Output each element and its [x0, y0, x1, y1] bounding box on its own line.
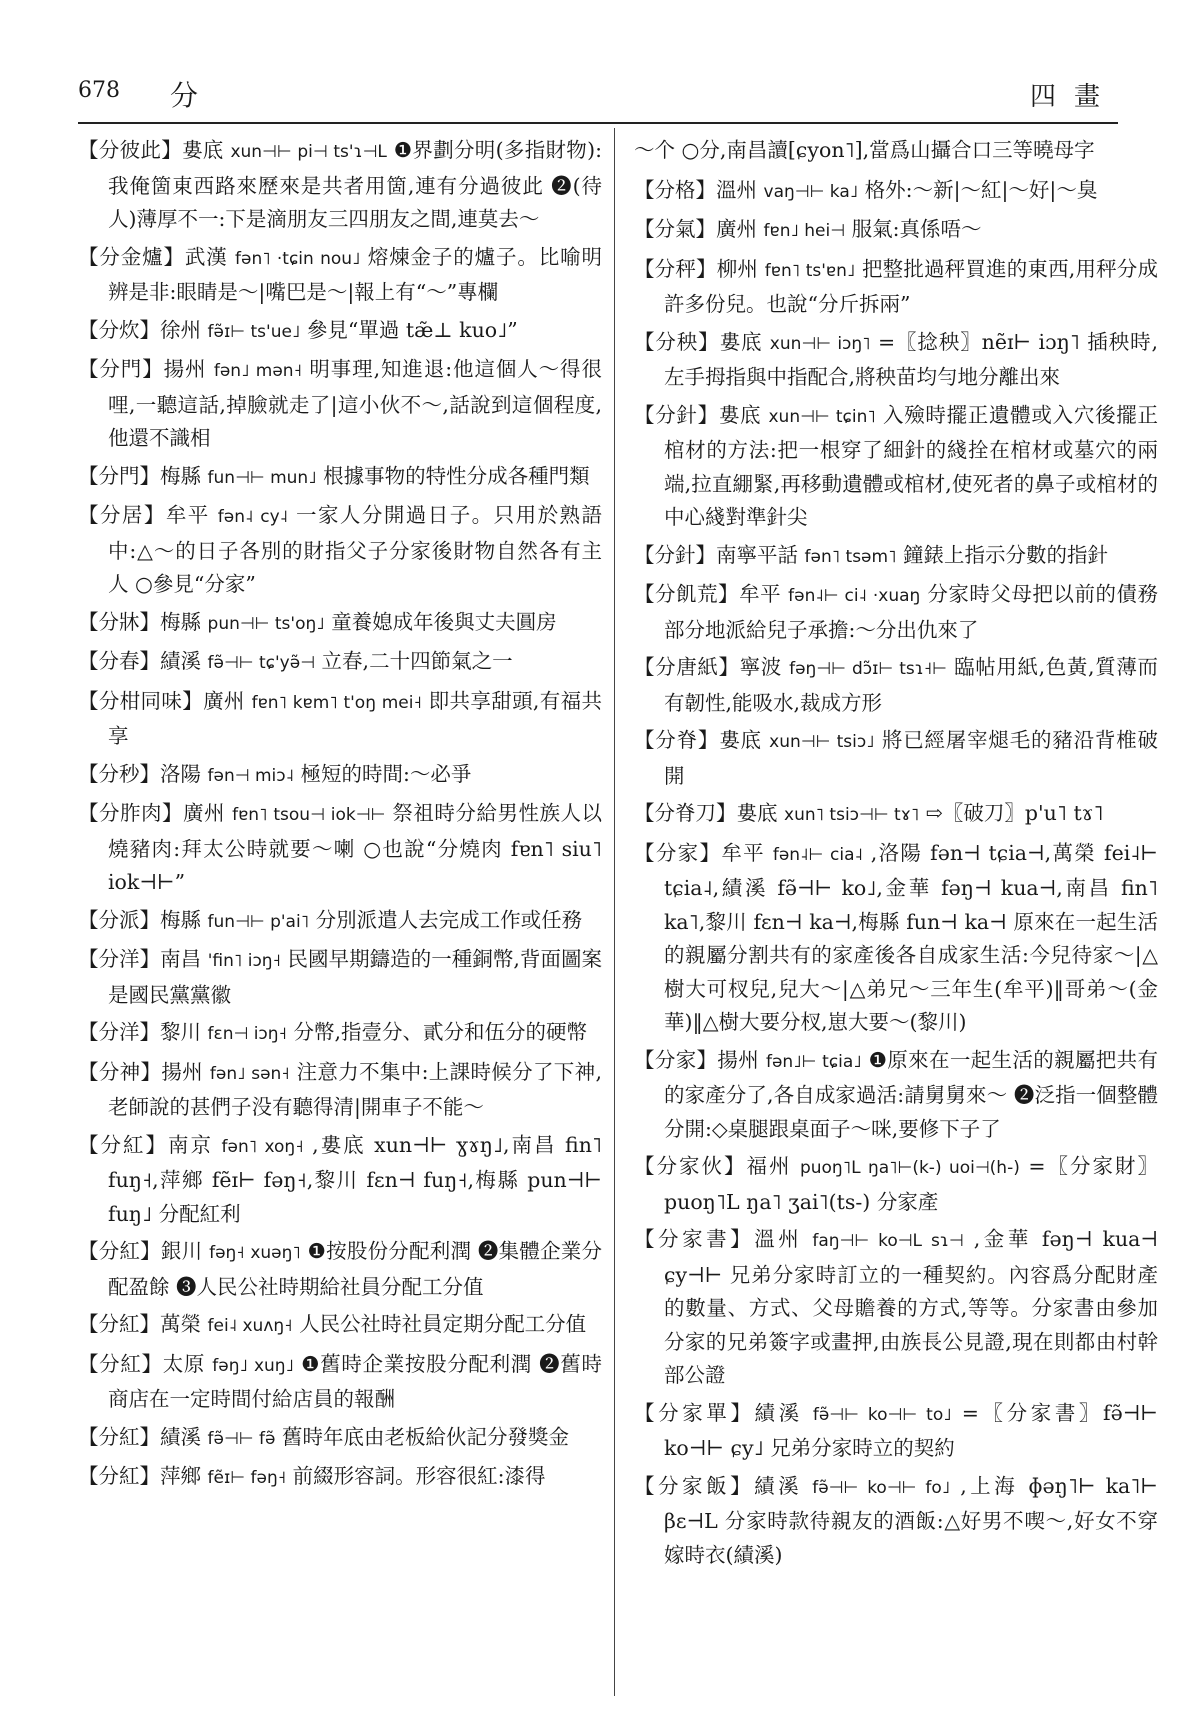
phonetic-transcription: fən˥ ·tɕin nou˩ — [235, 248, 361, 269]
dialect-location: 黎川 — [160, 1020, 201, 1044]
dictionary-entry — [78, 685, 602, 754]
definition: 祭祖時分給男性族人以燒豬肉:拜太公時就要～喇 ○也說“分燒肉 fɐn˥ siu˥ iok⊣⊢” — [108, 801, 602, 894]
phonetic-transcription: fɐn˥ ts'ɐn˩ — [764, 260, 856, 281]
headword: 【分紅】 — [78, 1424, 160, 1449]
headword: 【分家伙】 — [634, 1154, 747, 1178]
headword: 【分秧】 — [634, 329, 720, 354]
definition: 臨帖用紙,色黃,質薄而有韌性,能吸水,裁成方形 — [664, 655, 1158, 715]
phonetic-transcription: pun⊣⊢ ts'oŋ˩ — [207, 613, 325, 634]
dictionary-entry — [78, 1460, 602, 1496]
dialect-location: 績溪 — [160, 1424, 201, 1449]
dictionary-entry — [634, 1150, 1158, 1219]
phonetic-transcription: xun˥ tsiɔ⊣⊢ tɤ˥ — [784, 805, 920, 825]
headword: 【分脊】 — [634, 728, 720, 752]
headword: 【分金爐】 — [78, 244, 185, 269]
dialect-location: 太原 — [162, 1351, 206, 1376]
dictionary-entry — [78, 460, 602, 496]
definition: 把整批過秤買進的東西,用秤分成許多份兒。也說“分斤拆兩” — [664, 256, 1158, 316]
dialect-location: 揚州 — [163, 357, 207, 381]
definition: 注意力不集中:上課時候分了下神,老師說的甚們子没有聽得清|開車子不能～ — [108, 1059, 602, 1119]
dictionary-entry — [634, 1397, 1158, 1466]
dialect-location: 揚州 — [161, 1059, 204, 1084]
headword: 【分門】 — [78, 463, 160, 488]
definition: 民國早期鑄造的一種銅幣,背面圖案是國民黨黨徽 — [108, 947, 602, 1007]
phonetic-transcription: fɐn˥ tsou⊣ iok⊣⊢ — [232, 805, 386, 825]
dialect-location: 福州 — [746, 1154, 792, 1178]
headword: 【分紅】 — [78, 1239, 161, 1263]
dialect-location: 婁底 — [719, 728, 762, 752]
definition: ❶舊時企業按股分配利潤 ❷舊時商店在一定時間付給店員的報酬 — [108, 1351, 602, 1411]
phonetic-transcription: fɐn˩ hei⊣ — [763, 221, 846, 241]
dictionary-entry — [78, 499, 602, 602]
dialect-location: 廣州 — [203, 688, 245, 713]
head-character: 分 — [170, 79, 199, 112]
dictionary-entry — [78, 758, 602, 794]
phonetic-transcription: fən˩ mən˧ — [213, 361, 302, 381]
phonetic-transcription: xun⊣⊢ iɔŋ˥ — [769, 333, 871, 354]
definition: 分幣,指壹分、貳分和伍分的硬幣 — [293, 1020, 587, 1044]
headword: 【分家】 — [634, 840, 722, 865]
dialect-location: 梅縣 — [160, 907, 201, 932]
dictionary-entry — [634, 399, 1158, 535]
page-number: 678 — [78, 78, 120, 103]
dialect-location: 洛陽 — [160, 761, 201, 786]
headword: 【分居】 — [78, 503, 166, 527]
definition: 舊時年底由老板給伙記分發獎金 — [281, 1424, 569, 1449]
dictionary-entry — [78, 1129, 602, 1232]
headword: 【分脊刀】 — [634, 801, 737, 825]
headword: 【分紅】 — [78, 1351, 163, 1376]
dialect-location: 南寧平話 — [716, 542, 798, 567]
headword: 【分洋】 — [78, 947, 161, 971]
phonetic-transcription: fɛn⊣ iɔŋ˧ — [207, 1024, 287, 1044]
dictionary-entry — [78, 1421, 602, 1457]
phonetic-transcription: fən˨ cy˨ — [217, 507, 289, 527]
phonetic-transcription: fəŋ˧ xuəŋ˥ — [209, 1243, 301, 1263]
headword: 【分唐紙】 — [634, 655, 740, 679]
dictionary-entry — [634, 174, 1158, 210]
headword: 【分春】 — [78, 649, 160, 673]
phonetic-transcription: xun⊣⊢ tɕin˥ — [768, 406, 876, 427]
header-rule — [78, 122, 1118, 124]
definition: =〖捻秧〗nẽɪ⊢ iɔŋ˥ 插秧時,左手拇指與中指配合,將秧苗均勻地分離出來 — [664, 329, 1158, 389]
definition: 一家人分開過日子。只用於熟語中:△～的日子各別的財指父子分家後財物自然各有主人 ○參見“分家” — [108, 503, 602, 596]
dictionary-entry — [78, 1348, 602, 1417]
dictionary-entry — [78, 645, 602, 681]
phonetic-transcription: fən˨⊢ cia˨ — [772, 844, 863, 865]
phonetic-transcription: fə̃⊣⊢ ko⊣⊢ fo˩ — [812, 1477, 951, 1498]
headword: 【分神】 — [78, 1059, 162, 1084]
dictionary-entry — [78, 904, 602, 940]
dictionary-entry — [78, 1235, 602, 1304]
definition: ～个 ○分,南昌讀[ɕyon˥],當爲山攝合口三等曉母字 — [634, 138, 1095, 162]
phonetic-transcription: fən˩⊢ tɕia˩ — [765, 1051, 862, 1072]
headword: 【分門】 — [78, 357, 164, 381]
dialect-location: 徐州 — [160, 317, 201, 342]
headword: 【分彼此】 — [78, 138, 182, 162]
definition: 即共享甜頭,有福共享 — [108, 688, 602, 748]
dialect-location: 績溪 — [160, 649, 201, 673]
dictionary-entry — [78, 134, 602, 237]
phonetic-transcription: fə̃⊣⊢ tɕ'yə̃⊣ — [207, 653, 316, 673]
phonetic-transcription: fə̃⊣⊢ ko⊣⊢ to˩ — [812, 1404, 952, 1425]
dialect-location: 牟平 — [721, 840, 765, 865]
headword: 【分柑同味】 — [78, 688, 204, 713]
phonetic-transcription: fən˨⊢ ci˨ ·xuaŋ — [788, 586, 921, 606]
headword: 【分家飯】 — [634, 1473, 755, 1498]
definition: 服氣:真係唔～ — [851, 217, 982, 241]
phonetic-transcription: fən˥ xoŋ˧ — [221, 1136, 304, 1157]
definition: 格外:～新|～紅|～好|～臭 — [864, 177, 1098, 202]
definition: ,洛陽 fən⊣ tɕia⊣,萬榮 fei˨⊢ tɕia˨,績溪 fə̃⊣⊢ ko˩,金華 fəŋ⊣ kua⊣,南昌 fin˥ ka˥,黎川 fɛn⊣ ka⊣,梅縣 fun⊣ ka⊣ 原來在一起生活的親屬分割共有的家產後各自成家生活:今兒待家～|△樹大可杈兒,兒大～|△弟兄～三年生(牟平)‖哥弟～(金華)‖△樹大要分杈,崽大要～(黎川) — [664, 840, 1158, 1034]
dictionary-entry — [634, 213, 1158, 249]
left-column — [78, 134, 602, 1694]
definition: 分家時父母把以前的債務部分地派給兒子承擔:～分出仇來了 — [664, 582, 1158, 642]
headword: 【分家書】 — [634, 1227, 755, 1251]
headword: 【分家】 — [634, 1047, 718, 1072]
definition: 分別派遣人去完成工作或任務 — [315, 907, 583, 932]
dialect-location: 婁底 — [736, 801, 778, 825]
dialect-location: 萬榮 — [160, 1312, 201, 1336]
dialect-location: 南京 — [167, 1132, 213, 1157]
dialect-location: 武漢 — [184, 244, 228, 269]
dictionary-entry — [634, 724, 1158, 793]
phonetic-transcription: 'fin˥ iɔŋ˧ — [207, 951, 281, 971]
definition: ,金華 fəŋ⊣ kua⊣ ɕy⊣⊢ 兄弟分家時訂立的一種契約。內容爲分配財產的數量、方式、父母贍養的方式,等等。分家書由參加分家的兄弟簽字或畫押,由族長公見證,現在則都由村幹部公證 — [664, 1227, 1158, 1387]
definition: 人民公社時社員定期分配工分值 — [299, 1312, 587, 1336]
definition: 鐘錶上指示分數的指針 — [903, 542, 1108, 567]
phonetic-transcription: fei˨ xuʌŋ˧ — [207, 1316, 293, 1336]
headword: 【分洋】 — [78, 1020, 160, 1044]
dictionary-entry — [634, 651, 1158, 720]
dictionary-entry — [78, 241, 602, 310]
definition: 根據事物的特性分成各種門類 — [323, 463, 590, 488]
dictionary-entry — [634, 134, 1158, 170]
dictionary-entry — [634, 1044, 1158, 1147]
dictionary-entry — [634, 837, 1158, 1040]
headword: 【分紅】 — [78, 1312, 160, 1336]
dialect-location: 婁底 — [719, 329, 763, 354]
dictionary-entry — [78, 1056, 602, 1125]
headword: 【分派】 — [78, 907, 160, 932]
headword: 【分針】 — [634, 402, 719, 427]
definition: ❶原來在一起生活的親屬把共有的家產分了,各自成家過活:請舅舅來～ ❷泛指一個整體分開:◇桌腿跟桌面子～咪,要修下子了 — [664, 1047, 1158, 1141]
dialect-location: 梅縣 — [160, 609, 201, 634]
phonetic-transcription: fən⊣ miɔ˨ — [207, 765, 294, 786]
dialect-location: 婁底 — [182, 138, 224, 162]
headword: 【分家單】 — [634, 1400, 755, 1425]
dictionary-entry — [78, 1016, 602, 1052]
headword: 【分氣】 — [634, 217, 716, 241]
headword: 【分針】 — [634, 542, 716, 567]
phonetic-transcription: xun⊣⊢ tsiɔ˩ — [769, 732, 875, 752]
dictionary-entry — [634, 326, 1158, 395]
definition: ❶按股份分配利潤 ❷集體企業分配盈餘 ❸人民公社時期給社員分配工分值 — [108, 1239, 602, 1299]
headword: 【分秤】 — [634, 256, 717, 281]
definition: 將已經屠宰煺毛的豬沿背椎破開 — [664, 728, 1158, 788]
dictionary-entry — [634, 578, 1158, 647]
dialect-location: 廣州 — [716, 217, 757, 241]
phonetic-transcription: puoŋ˥L ŋa˥⊢(k-) uoi⊣(h-) — [799, 1158, 1020, 1178]
phonetic-transcription: fẽɪ⊢ fəŋ˧ — [207, 1468, 287, 1488]
phonetic-transcription: fə̃⊣⊢ fə̃ — [207, 1428, 276, 1449]
dictionary-entry — [78, 797, 602, 900]
dialect-location: 婁底 — [718, 402, 762, 427]
phonetic-transcription: vaŋ⊣⊢ ka˩ — [763, 181, 859, 202]
headword: 【分胙肉】 — [78, 801, 184, 825]
definition: 熔煉金子的爐子。比喻明辨是非:眼睛是～|嘴巴是～|報上有“～”專欄 — [108, 244, 602, 304]
dialect-location: 績溪 — [754, 1473, 803, 1498]
headword: 【分牀】 — [78, 609, 160, 634]
definition: =〖分家書〗fə̃⊣⊢ ko⊣⊢ ɕy˩ 兄弟分家時立的契約 — [664, 1400, 1158, 1460]
phonetic-transcription: fən˩ sən˧ — [209, 1063, 290, 1084]
phonetic-transcription: faŋ⊣⊢ ko⊣L sɿ⊣ — [812, 1231, 964, 1251]
dialect-location: 溫州 — [754, 1227, 803, 1251]
headword: 【分紅】 — [78, 1132, 168, 1157]
dictionary-entry — [78, 1308, 602, 1344]
dialect-location: 溫州 — [716, 177, 757, 202]
phonetic-transcription: fəŋ˩ xuŋ˩ — [212, 1355, 294, 1376]
dictionary-entry — [78, 314, 602, 350]
definition: =〖分家財〗puoŋ˥L ŋa˥ ʒai˥(ts-) 分家產 — [664, 1154, 1158, 1214]
dictionary-entry — [78, 943, 602, 1012]
definition: ⇨〖破刀〗p'u˥ tɤ˥ — [925, 801, 1104, 825]
dictionary-entry — [634, 1223, 1158, 1393]
headword: 【分秒】 — [78, 761, 160, 786]
page-header — [78, 78, 1118, 118]
dialect-location: 萍鄉 — [160, 1464, 201, 1488]
dialect-location: 南昌 — [160, 947, 202, 971]
definition: 入殮時擺正遺體或入穴後擺正棺材的方法:把一根穿了細針的綫拴在棺材或墓穴的兩端,拉直綳緊,再移動遺體或棺材,使死者的鼻子或棺材的中心綫對準針尖 — [664, 402, 1158, 529]
right-column — [634, 134, 1158, 1694]
definition: ,婁底 xun⊣⊢ ɣɤŋ˩,南昌 fin˥ fuŋ˧,萍鄉 fẽɪ⊢ fəŋ˧,黎川 fɛn⊣ fuŋ˧,梅縣 pun⊣⊢ fuŋ˩ 分配紅利 — [108, 1132, 602, 1226]
phonetic-transcription: fəŋ⊣⊢ dɔ̃ɪ⊢ tsɿ˧⊢ — [789, 659, 947, 679]
phonetic-transcription: fə̃ɪ⊢ ts'ue˩ — [207, 321, 301, 342]
headword: 【分飢荒】 — [634, 582, 740, 606]
definition: 明事理,知進退:他這個人～得很哩,一聽這話,掉臉就走了|這小伙不～,話說到這個程度,他還不識相 — [108, 357, 602, 450]
dialect-location: 牟平 — [739, 582, 782, 606]
definition: ❶界劃分明(多指財物):我俺箇東西路來歷來是共者用箇,連有分過彼此 ❷(待人)薄厚不一:下是滴朋友三四朋友之間,連莫去～ — [108, 138, 602, 231]
dictionary-entry — [634, 1470, 1158, 1573]
definition: 立春,二十四節氣之一 — [321, 649, 513, 673]
column-divider — [614, 128, 615, 1696]
dictionary-entry — [634, 253, 1158, 322]
dialect-location: 牟平 — [165, 503, 210, 527]
headword: 【分炊】 — [78, 317, 160, 342]
dictionary-entry — [634, 539, 1158, 575]
dialect-location: 廣州 — [183, 801, 226, 825]
definition: 童養媳成年後與丈夫圓房 — [331, 609, 557, 634]
dialect-location: 揚州 — [717, 1047, 760, 1072]
definition: ,上海 ɸəŋ˥⊢ ka˥⊢ βɛ⊣L 分家時款待親友的酒飯:△好男不喫～,好女不穿嫁時衣(績溪) — [664, 1473, 1158, 1567]
phonetic-transcription: fun⊣⊢ p'ai˥ — [207, 911, 310, 932]
dictionary-entry — [78, 606, 602, 642]
dialect-location: 梅縣 — [160, 463, 201, 488]
dictionary-entry — [634, 797, 1158, 833]
dialect-location: 寧波 — [739, 655, 782, 679]
dictionary-entry — [78, 353, 602, 456]
section-label: 四畫 — [1029, 82, 1118, 112]
headword: 【分格】 — [634, 177, 716, 202]
phonetic-transcription: fən˥ tsəm˥ — [804, 546, 897, 567]
phonetic-transcription: fun⊣⊢ mun˩ — [207, 467, 317, 488]
phonetic-transcription: fɐn˥ kɐm˥ t'oŋ mei˧ — [251, 692, 422, 713]
dialect-location: 銀川 — [160, 1239, 203, 1263]
phonetic-transcription: xun⊣⊢ pi⊣ ts'ɿ⊣L — [230, 142, 387, 162]
dialect-location: 柳州 — [716, 256, 759, 281]
definition: 前綴形容詞。形容很紅:漆得 — [292, 1464, 546, 1488]
headword: 【分紅】 — [78, 1464, 160, 1488]
dialect-location: 績溪 — [754, 1400, 803, 1425]
definition: 極短的時間:～必爭 — [300, 761, 472, 786]
definition: 參見“單過 tæ̃⊥ kuo˩” — [306, 317, 518, 342]
